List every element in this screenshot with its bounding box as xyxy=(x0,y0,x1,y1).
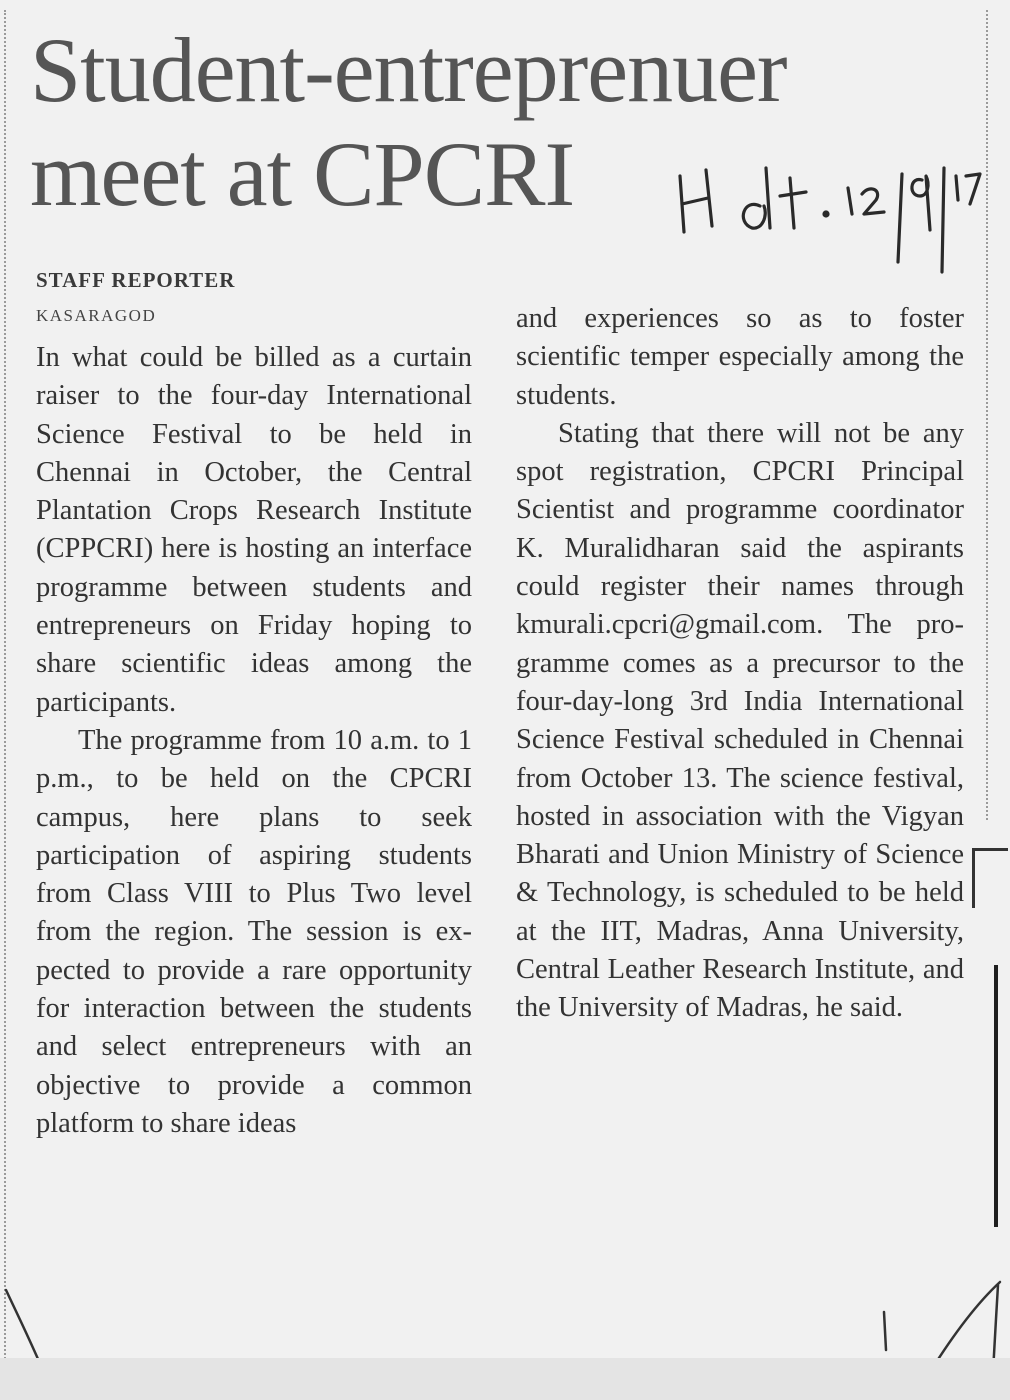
clipping-edge xyxy=(0,1358,1010,1400)
bracket-mark xyxy=(972,848,1008,851)
cut-line-right xyxy=(986,10,988,820)
article-column-left xyxy=(36,339,472,1143)
headline xyxy=(30,18,787,226)
cut-line-left xyxy=(4,10,6,1390)
dateline: KASARAGOD xyxy=(36,306,157,325)
margin-bar xyxy=(994,965,998,1227)
byline: STAFF REPORTER xyxy=(36,268,236,292)
article-column-right xyxy=(516,300,964,1028)
bracket-mark-vertical xyxy=(972,848,975,908)
headline-line-1: Student-entreprenuer xyxy=(30,19,787,121)
paragraph: In what could be billed as a curtain raiser to the four-day International Science Festival to be held in Chennai in October, the Central Plantation Crops Research Institute (CPPCRI) here is hosting an interface programme between students and entrepreneurs on Friday hoping to share scientific ideas among the participants. xyxy=(36,342,472,718)
paragraph: and experiences so as to foster scientific temper especially among the students. xyxy=(516,303,964,411)
headline-line-2: meet at CPCRI xyxy=(30,123,575,225)
paragraph: The programme from 10 a.m. to 1 p.m., to be held on the CPCRI campus, here plans to seek participation of aspiring students from Class VIII to Plus Two level from the region. The session is expected to provide a rare opportunity for interaction between the students and select entrepreneurs with an objective to provide a common platform to share ideas xyxy=(36,724,472,1139)
paragraph: Stating that there will not be any spot registration, CPCRI Principal Scientist and programme coordinator K. Muralidharan said the aspirants could register their names through kmurali.cpcri@gmail.com. The programme comes as a precursor to the four-day-long 3rd India International Science Festival scheduled in Chennai from October 13. The science festival, hosted in association with the Vigyan Bharati and Union Ministry of Science & Technology, is scheduled to be held at the IIT, Madras, Anna University, Central Leather Research Institute, and the University of Madras, he said. xyxy=(516,417,964,1024)
